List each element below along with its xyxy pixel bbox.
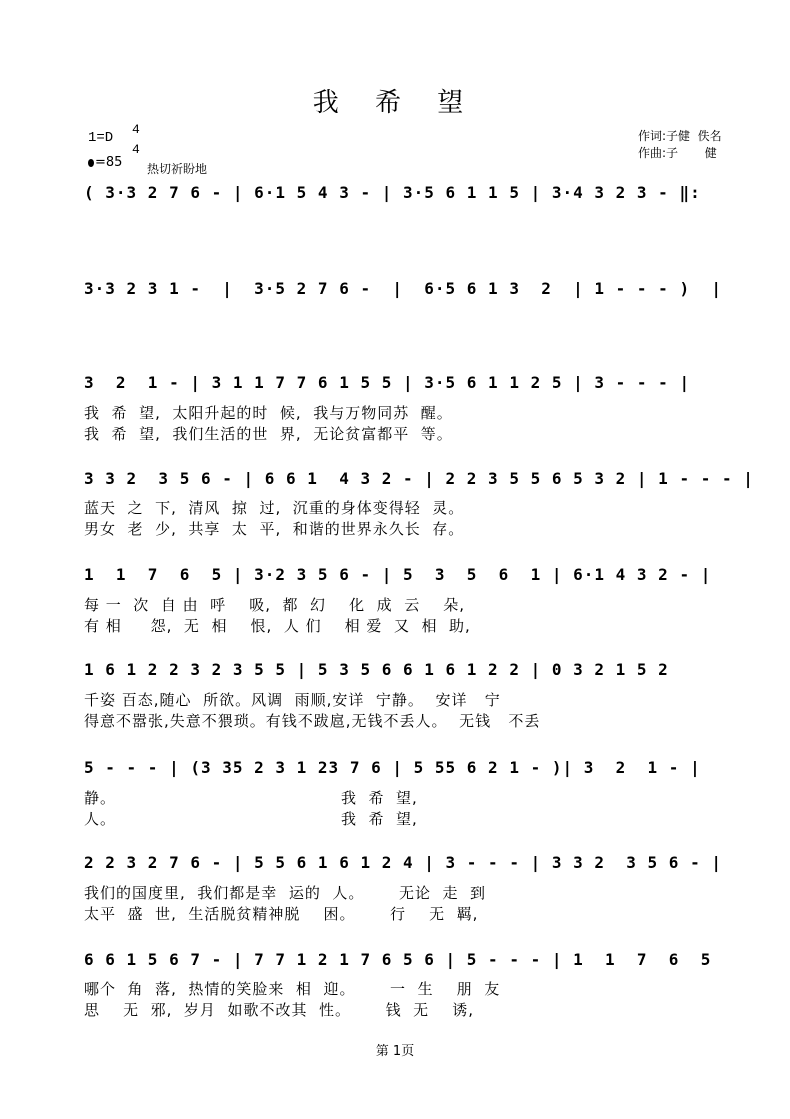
notation-row: 6 6 1 5 6 7 - | 7 7 1 2 1 7 6 5 6 | 5 - - - | 1 1 7 6 5 [84,950,712,969]
lyric-line: 人。 我 希 望, [84,810,418,828]
page-number: 第 1页 [375,1044,415,1059]
time-sig-bottom: 4 [132,142,140,157]
tempo-value: =85 [95,155,123,170]
lyric-line: 我 希 望, 太阳升起的时 候, 我与万物同苏 醒。 [84,404,453,422]
lyric-line: 静。 我 希 望, [84,789,418,807]
notation-row: 3 3 2 3 5 6 - | 6 6 1 4 3 2 - | 2 2 3 5 5 6 5 3 2 | 1 - - - | [84,469,754,488]
lyric-line: 每 一 次 自 由 呼 吸, 都 幻 化 成 云 朵, [84,596,466,614]
expression-marking: 热切祈盼地 [147,162,208,176]
key-signature: 1=D [88,130,114,146]
lyric-line: 哪个 角 落, 热情的笑脸来 相 迎。 一 生 朋 友 [84,980,501,998]
notation-row: 1 6 1 2 2 3 2 3 5 5 | 5 3 5 6 6 1 6 1 2 2 | 0 3 2 1 5 2 [84,660,669,679]
lyric-line: 思 无 邪, 岁月 如歌不改其 性。 钱 无 诱, [84,1001,474,1019]
lyric-line: 千姿 百态,随心 所欲。风调 雨顺,安详 宁静。 安详 宁 [84,691,501,709]
notation-row: 3·3 2 3 1 - | 3·5 2 7 6 - | 6·5 6 1 3 2 | 1 - - - ) | [84,279,722,298]
lyric-line: 我 希 望, 我们生活的世 界, 无论贫富都平 等。 [84,425,453,443]
lyric-line: 我们的国度里, 我们都是幸 运的 人。 无论 走 到 [84,884,487,902]
lyric-line: 得意不嚣张,失意不猥琐。有钱不跋扈,无钱不丢人。 无钱 不丢 [84,712,541,730]
credits [638,128,722,162]
notation-row: 5 - - - | (3 35 2 3 1 23 7 6 | 5 55 6 2 1 - )| 3 2 1 - | [84,758,701,777]
tempo-marking [88,155,122,170]
notation-row: 3 2 1 - | 3 1 1 7 7 6 1 5 5 | 3·5 6 1 1 2 5 | 3 - - - | [84,373,691,392]
time-signature [132,120,140,160]
lyricist-credit: 作词:子健 佚名 [638,129,722,143]
time-sig-top: 4 [132,122,140,137]
notation-row: ( 3·3 2 7 6 - | 6·1 5 4 3 - | 3·5 6 1 1 5 | 3·4 3 2 3 - ‖: [84,183,701,202]
composer-credit: 作曲:子 健 [638,146,717,160]
notation-row: 2 2 3 2 7 6 - | 5 5 6 1 6 1 2 4 | 3 - - - | 3 3 2 3 5 6 - | [84,853,722,872]
lyric-line: 有 相 怨, 无 相 恨, 人 们 相 爱 又 相 助, [84,617,471,635]
lyric-line: 蓝天 之 下, 清风 掠 过, 沉重的身体变得轻 灵。 [84,499,465,517]
quarter-note-icon [88,159,94,167]
lyric-line: 太平 盛 世, 生活脱贫精神脱 困。 行 无 羁, [84,905,479,923]
song-title: 我 希 望 [312,88,478,118]
lyric-line: 男女 老 少, 共享 太 平, 和谐的世界永久长 存。 [84,520,465,538]
notation-row: 1 1 7 6 5 | 3·2 3 5 6 - | 5 3 5 6 1 | 6·1 4 3 2 - | [84,565,712,584]
